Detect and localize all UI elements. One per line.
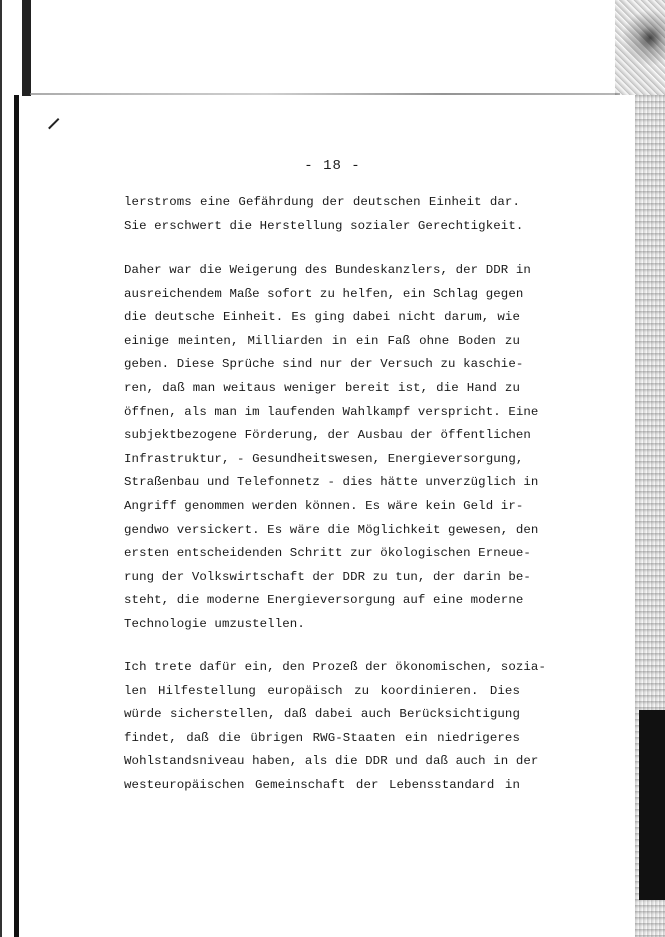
- text-line: Straßenbau und Telefonnetz - dies hätte unverzüglich in: [124, 475, 539, 490]
- text-line: ersten entscheidenden Schritt zur ökologischen Erneue-: [124, 546, 531, 561]
- text-line: Infrastruktur, - Gesundheitswesen, Energieversorgung,: [124, 451, 524, 466]
- text-line: Angriff genommen werden können. Es wäre kein Geld ir-: [124, 498, 524, 513]
- text-line: die deutsche Einheit. Es ging dabei nicht darum, wie: [124, 310, 520, 325]
- text-line: westeuropäischen Gemeinschaft der Lebensstandard in: [124, 777, 520, 792]
- text-line: len Hilfestellung europäisch zu koordinieren. Dies: [124, 683, 520, 698]
- page-number: - 18 -: [304, 158, 361, 174]
- text-line: findet, daß die übrigen RWG-Staaten ein niedrigeres: [124, 730, 520, 745]
- text-line: lerstroms eine Gefährdung der deutschen Einheit dar.: [124, 195, 520, 209]
- text-line: gendwo versickert. Es wäre die Möglichkeit gewesen, den: [124, 522, 539, 537]
- text-line: einige meinten, Milliarden in ein Faß ohne Boden zu: [124, 333, 520, 348]
- text-line: geben. Diese Sprüche sind nur der Versuch zu kaschie-: [124, 357, 524, 372]
- text-line: steht, die moderne Energieversorgung auf eine moderne: [124, 593, 524, 608]
- text-line: Sie erschwert die Herstellung sozialer Gerechtigkeit.: [124, 218, 524, 233]
- scan-edge-left-shadow: [14, 95, 19, 937]
- text-line: öffnen, als man im laufenden Wahlkampf verspricht. Eine: [124, 404, 539, 419]
- scan-edge-left-line: [0, 0, 2, 937]
- text-line: Wohlstandsniveau haben, als die DDR und daß auch in der: [124, 754, 539, 769]
- text-line: rung der Volkswirtschaft der DDR zu tun, der darin be-: [124, 569, 531, 584]
- scan-noise-top-right: [615, 0, 665, 95]
- scan-edge-top-left-shadow: [22, 0, 31, 96]
- text-line: subjektbezogene Förderung, der Ausbau der öffentlichen: [124, 428, 531, 443]
- text-line: würde sicherstellen, daß dabei auch Berücksichtigung: [124, 707, 520, 722]
- sheet-top-edge: [30, 93, 620, 95]
- paragraph-3: [124, 656, 546, 798]
- paragraph-1: [124, 191, 524, 238]
- text-line: Technologie umzustellen.: [124, 616, 305, 631]
- pen-mark: [48, 118, 69, 139]
- text-line: Daher war die Weigerung des Bundeskanzlers, der DDR in: [124, 263, 531, 277]
- text-line: Ich trete dafür ein, den Prozeß der ökonomischen, sozia-: [124, 660, 546, 674]
- scan-shadow-right: [639, 710, 665, 900]
- text-line: ren, daß man weitaus weniger bereit ist, die Hand zu: [124, 380, 520, 395]
- text-line: ausreichendem Maße sofort zu helfen, ein Schlag gegen: [124, 286, 524, 301]
- paragraph-2: [124, 259, 539, 637]
